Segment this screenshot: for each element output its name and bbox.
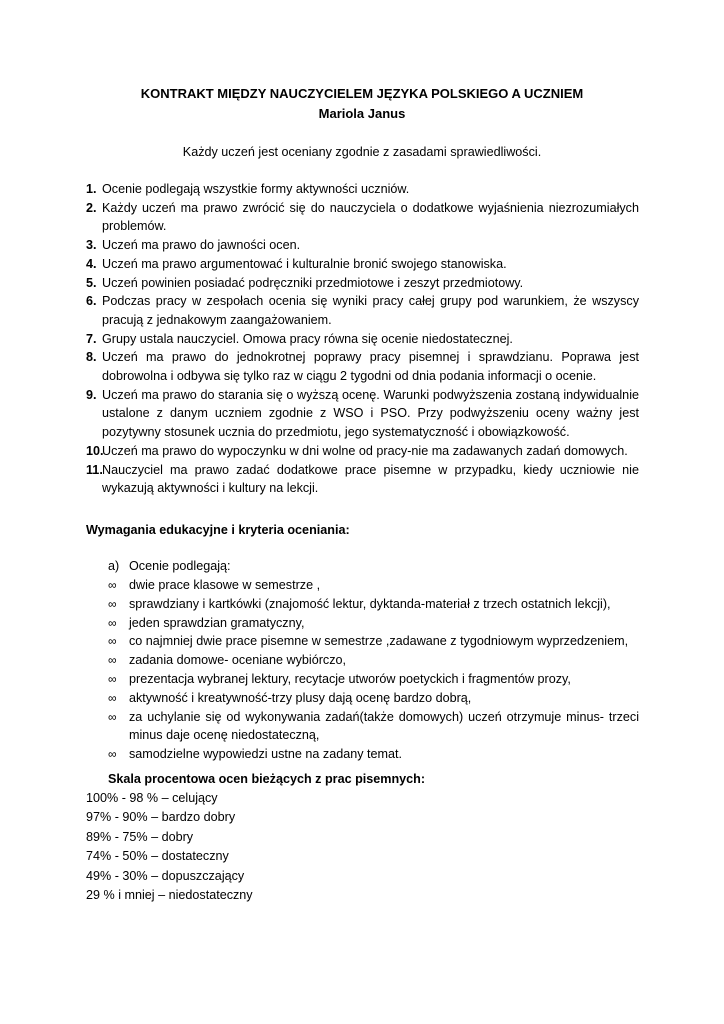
rule-number: 7. <box>86 331 97 346</box>
bullet-text: dwie prace klasowe w semestrze , <box>129 578 321 592</box>
infinity-bullet-icon: ∞ <box>108 578 117 592</box>
rule-text: Każdy uczeń ma prawo zwrócić się do nauczyciela o dodatkowe wyjaśnienia niezrozumiałych problemów. <box>102 200 639 234</box>
infinity-bullet-icon: ∞ <box>108 747 117 762</box>
rule-text: Grupy ustala nauczyciel. Omowa pracy równa się ocenie niedostatecznej. <box>102 331 513 346</box>
rule-number: 6. <box>86 294 97 309</box>
rule-text: Uczeń ma prawo argumentować i kulturalnie bronić swojego stanowiska. <box>102 256 507 271</box>
list-item: 29 % i mniej – niedostateczny <box>86 888 253 903</box>
list-item: 74% - 50% – dostateczny <box>86 849 229 864</box>
rule-number: 11. <box>86 462 103 477</box>
list-item <box>86 386 639 442</box>
list-item: 100% - 98 % – celujący <box>86 791 218 805</box>
rule-number: 3. <box>86 238 97 253</box>
list-item <box>108 708 639 746</box>
rule-text: Uczeń powinien posiadać podręczniki przedmiotowe i zeszyt przedmiotowy. <box>102 275 524 290</box>
rule-number: 10. <box>86 443 104 458</box>
rule-number: 2. <box>86 200 97 215</box>
grading-scale-heading: Skala procentowa ocen bieżących z prac pisemnych: <box>108 772 426 786</box>
list-item <box>108 651 639 670</box>
rule-number: 1. <box>86 182 97 196</box>
infinity-bullet-icon: ∞ <box>108 596 117 611</box>
grading-scale-list <box>86 789 253 905</box>
infinity-bullet-icon: ∞ <box>108 634 117 649</box>
infinity-bullet-icon: ∞ <box>108 615 117 630</box>
rule-text: Uczeń ma prawo do jednokrotnej poprawy pracy pisemnej i sprawdzianu. Poprawa jest dobrowolna i odbywa się tylko raz w ciągu 2 tygodni od dnia podania informacji o ocenie. <box>102 350 639 384</box>
rule-number: 8. <box>86 350 97 365</box>
bullet-text: jeden sprawdzian gramatyczny, <box>129 615 305 630</box>
subsection-a <box>108 557 231 576</box>
infinity-bullet-icon: ∞ <box>108 653 117 668</box>
bullet-text: zadania domowe- oceniane wybiórczo, <box>129 653 347 668</box>
rule-number: 5. <box>86 275 97 290</box>
rule-text: Podczas pracy w zespołach ocenia się wyniki pracy całej grupy pod warunkiem, że wszyscy pracują z jednakowym zaangażowaniem. <box>102 294 639 327</box>
list-item <box>86 180 639 199</box>
rule-number: 4. <box>86 256 97 271</box>
list-item <box>86 292 639 329</box>
bullet-text: sprawdziany i kartkówki (znajomość lektur, dyktanda-materiał z trzech ostatnich lekcji), <box>129 596 611 611</box>
rule-text: Uczeń ma prawo do wypoczynku w dni wolne od pracy-nie ma zadawanych zadań domowych. <box>102 443 628 458</box>
list-item <box>86 236 639 255</box>
list-item <box>108 689 639 708</box>
rule-text: Uczeń ma prawo do jawności ocen. <box>102 238 301 253</box>
infinity-bullet-icon: ∞ <box>108 709 117 724</box>
bullet-text: samodzielne wypowiedzi ustne na zadany temat. <box>129 747 403 762</box>
requirements-heading: Wymagania edukacyjne i kryteria oceniania: <box>86 523 350 537</box>
subsection-letter: a) <box>108 559 120 573</box>
list-item <box>108 670 639 689</box>
rule-number: 9. <box>86 387 97 402</box>
list-item <box>86 442 639 461</box>
rule-text: Ocenie podlegają wszystkie formy aktywności uczniów. <box>102 182 410 196</box>
rule-text: Nauczyciel ma prawo zadać dodatkowe prace pisemne w przypadku, kiedy uczniowie nie wykazują aktywności i kultury na lekcji. <box>102 462 639 496</box>
list-item <box>108 595 639 614</box>
list-item <box>86 199 639 236</box>
bullet-text: aktywność i kreatywność-trzy plusy dają ocenę bardzo dobrą, <box>129 690 472 705</box>
rules-list <box>86 180 639 498</box>
intro-text: Każdy uczeń jest oceniany zgodnie z zasadami sprawiedliwości. <box>182 145 542 159</box>
list-item <box>108 576 639 595</box>
list-item <box>108 632 639 651</box>
graded-activities-list <box>108 576 639 764</box>
list-item <box>108 745 639 764</box>
document-title: KONTRAKT MIĘDZY NAUCZYCIELEM JĘZYKA POLSKIEGO A UCZNIEM <box>140 86 584 101</box>
infinity-bullet-icon: ∞ <box>108 671 117 686</box>
list-item <box>86 274 639 293</box>
list-item <box>86 255 639 274</box>
bullet-text: za uchylanie się od wykonywania zadań(także domowych) uczeń otrzymuje minus- trzeci minus daje ocenę niedostateczną, <box>129 709 639 743</box>
list-item: 49% - 30% – dopuszczający <box>86 868 245 883</box>
infinity-bullet-icon: ∞ <box>108 690 117 705</box>
list-item <box>108 614 639 633</box>
list-item <box>86 330 639 349</box>
list-item: 89% - 75% – dobry <box>86 829 194 844</box>
rule-text: Uczeń ma prawo do starania się o wyższą ocenę. Warunki podwyższenia zostaną indywidualnie ustalone z danym uczniem zgodnie z WSO i PSO. Przy podwyższeniu oceny ważny jest pozytywny stosunek ucznia do przedmiotu, jego systematyczność i obowiązkowość. <box>102 387 639 440</box>
list-item <box>86 348 639 385</box>
document-author: Mariola Janus <box>318 106 406 121</box>
list-item <box>86 461 639 498</box>
list-item: 97% - 90% – bardzo dobry <box>86 810 236 825</box>
bullet-text: prezentacja wybranej lektury, recytacje utworów poetyckich i fragmentów prozy, <box>129 671 571 686</box>
subsection-label: Ocenie podlegają: <box>129 559 231 573</box>
bullet-text: co najmniej dwie prace pisemne w semestrze ,zadawane z tygodniowym wyprzedzeniem, <box>129 634 629 649</box>
